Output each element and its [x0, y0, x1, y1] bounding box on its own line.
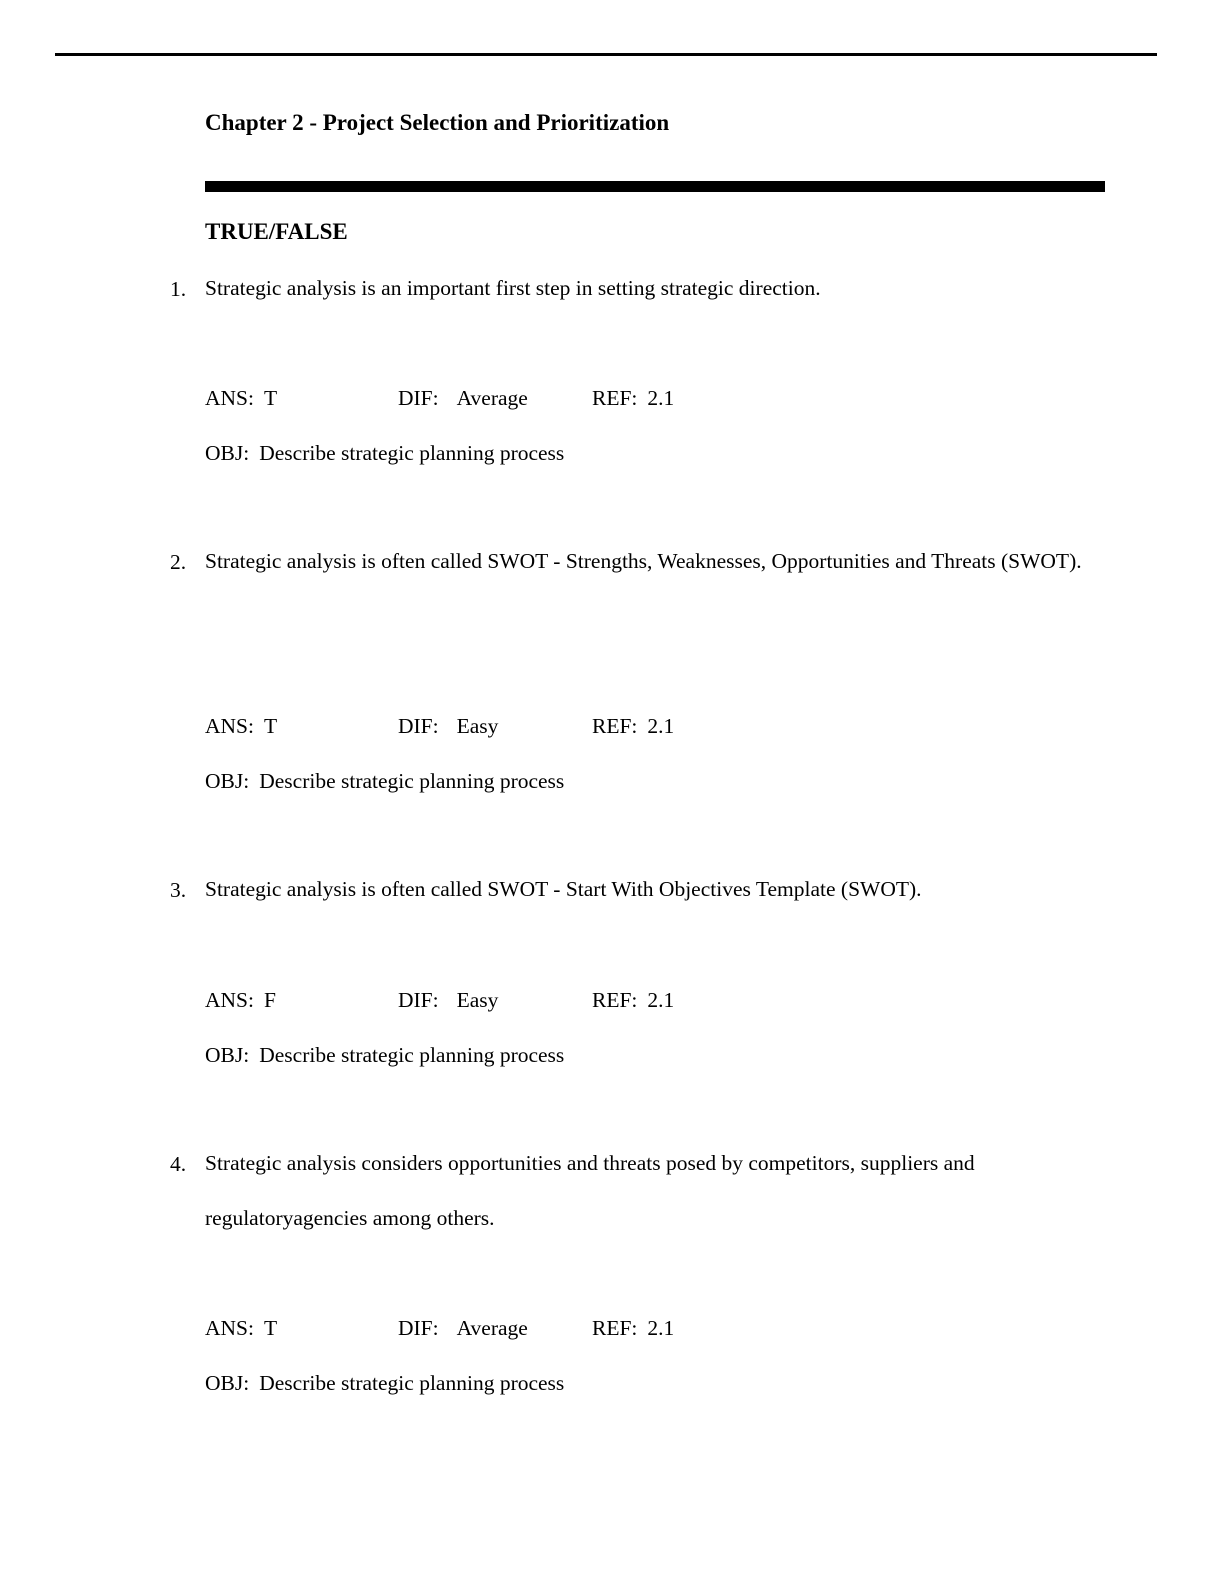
difficulty-field	[398, 714, 498, 739]
dif-value: Average	[456, 1316, 528, 1340]
reference-field	[592, 386, 674, 411]
answer-field	[205, 1316, 277, 1341]
ref-label: REF:	[592, 386, 638, 410]
dif-label: DIF:	[398, 714, 439, 738]
question-number: 4.	[170, 1152, 187, 1176]
reference-field	[592, 1316, 674, 1341]
difficulty-field	[398, 1316, 528, 1341]
dif-label: DIF:	[398, 1316, 439, 1340]
dif-value: Average	[456, 386, 528, 410]
objective-line	[205, 769, 564, 794]
ref-value: 2.1	[647, 714, 675, 738]
obj-value: Describe strategic planning process	[259, 769, 565, 793]
obj-value: Describe strategic planning process	[259, 441, 565, 465]
dif-label: DIF:	[398, 988, 439, 1012]
dif-value: Easy	[456, 714, 499, 738]
objective-line	[205, 441, 564, 466]
question-number: 2.	[170, 550, 187, 574]
ans-label: ANS:	[205, 988, 254, 1012]
section-heading: TRUE/FALSE	[205, 219, 348, 244]
reference-field	[592, 714, 674, 739]
dif-value: Easy	[456, 988, 499, 1012]
obj-label: OBJ:	[205, 769, 250, 793]
objective-line	[205, 1371, 564, 1396]
obj-label: OBJ:	[205, 1371, 250, 1395]
reference-field	[592, 988, 674, 1013]
ans-label: ANS:	[205, 1316, 254, 1340]
ref-label: REF:	[592, 714, 638, 738]
difficulty-field	[398, 988, 498, 1013]
question-text: Strategic analysis considers opportunities and threats posed by competitors, suppliers and regulatoryagencies among others.	[205, 1151, 975, 1230]
ans-label: ANS:	[205, 714, 254, 738]
obj-label: OBJ:	[205, 1043, 250, 1067]
dif-label: DIF:	[398, 386, 439, 410]
difficulty-field	[398, 386, 528, 411]
question-text: Strategic analysis is often called SWOT - Strengths, Weaknesses, Opportunities and Threats (SWOT).	[205, 549, 1082, 573]
ref-label: REF:	[592, 1316, 638, 1340]
objective-line	[205, 1043, 564, 1068]
heading-divider	[205, 181, 1105, 192]
question-text: Strategic analysis is often called SWOT - Start With Objectives Template (SWOT).	[205, 877, 922, 901]
answer-field	[205, 386, 277, 411]
ans-value: T	[263, 714, 278, 738]
ans-value: T	[263, 386, 278, 410]
answer-field	[205, 714, 277, 739]
ref-value: 2.1	[647, 386, 675, 410]
obj-value: Describe strategic planning process	[259, 1043, 565, 1067]
obj-label: OBJ:	[205, 441, 250, 465]
ans-value: F	[263, 988, 276, 1012]
ref-label: REF:	[592, 988, 638, 1012]
chapter-title: Chapter 2 - Project Selection and Prioritization	[205, 110, 670, 135]
ans-label: ANS:	[205, 386, 254, 410]
answer-field	[205, 988, 276, 1013]
obj-value: Describe strategic planning process	[259, 1371, 565, 1395]
question-text: Strategic analysis is an important first step in setting strategic direction.	[205, 276, 821, 300]
ref-value: 2.1	[647, 1316, 675, 1340]
top-divider	[55, 53, 1157, 56]
ref-value: 2.1	[647, 988, 675, 1012]
ans-value: T	[263, 1316, 278, 1340]
question-number: 1.	[170, 277, 187, 301]
question-number: 3.	[170, 878, 187, 902]
